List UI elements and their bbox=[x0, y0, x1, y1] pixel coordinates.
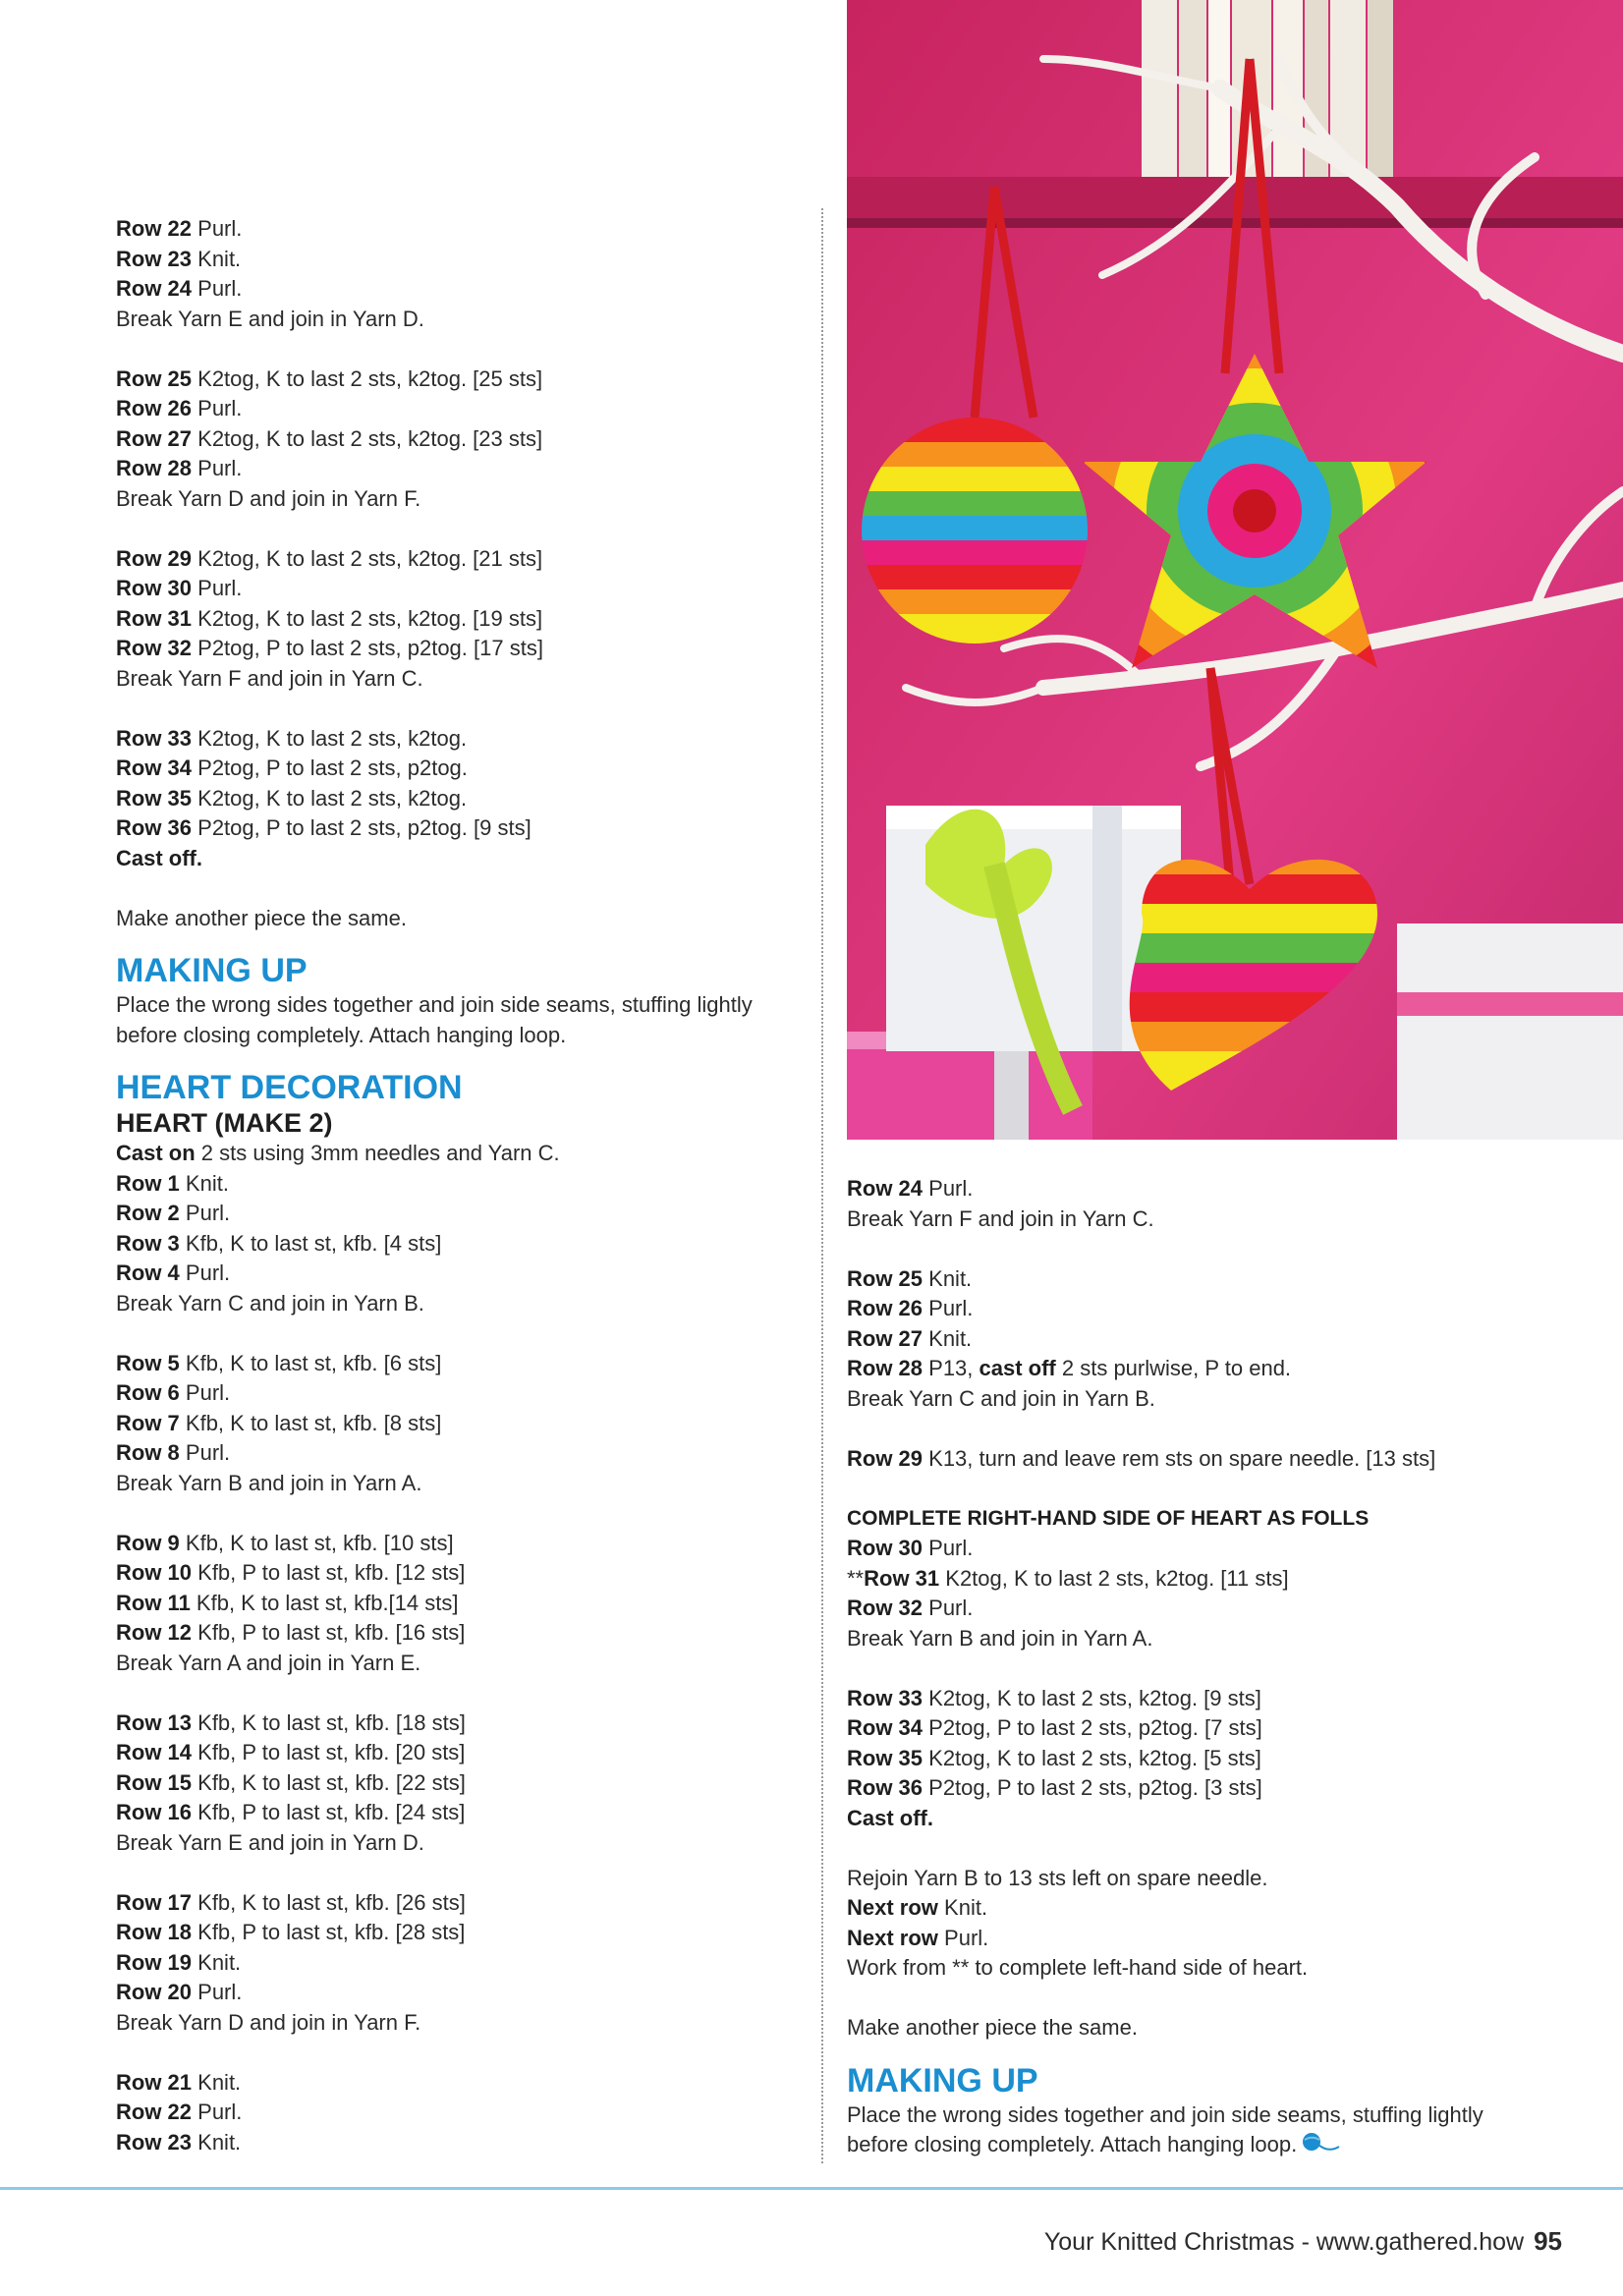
row-text-continued: 2 sts purlwise, P to end. bbox=[1055, 1356, 1292, 1380]
row-label: Next row bbox=[847, 1895, 938, 1920]
instruction-line bbox=[116, 990, 804, 1021]
row-label: Row 28 bbox=[847, 1356, 923, 1380]
instruction-line bbox=[847, 1864, 1554, 1894]
row-text: Kfb, K to last st, kfb. [4 sts] bbox=[179, 1230, 442, 1256]
paragraph-gap bbox=[116, 514, 804, 544]
row-label: Cast off. bbox=[847, 1805, 933, 1830]
row-label: Row 27 bbox=[116, 425, 193, 451]
instruction-line bbox=[116, 1139, 804, 1169]
instruction-line bbox=[847, 1594, 1554, 1624]
row-text: Kfb, K to last st, kfb.[14 sts] bbox=[190, 1590, 459, 1615]
paragraph-gap bbox=[116, 933, 804, 947]
instruction-line bbox=[847, 1804, 1554, 1834]
row-label: Row 31 bbox=[864, 1565, 940, 1591]
row-text: P2tog, P to last 2 sts, p2tog. [7 sts] bbox=[923, 1715, 1262, 1740]
instruction-line bbox=[116, 784, 804, 814]
row-text: Break Yarn F and join in Yarn C. bbox=[847, 1205, 1154, 1231]
row-label: Row 21 bbox=[116, 2069, 193, 2095]
paragraph-gap bbox=[847, 1653, 1554, 1684]
row-label: Row 8 bbox=[116, 1440, 180, 1465]
row-label: Row 18 bbox=[116, 1920, 193, 1944]
instruction-line bbox=[116, 664, 804, 695]
row-text: K2tog, K to last 2 sts, k2tog. [19 sts] bbox=[192, 605, 543, 631]
row-text: K13, turn and leave rem sts on spare needle. [13 sts] bbox=[923, 1445, 1436, 1471]
instruction-line bbox=[116, 1558, 804, 1589]
instruction-caption: COMPLETE RIGHT-HAND SIDE OF HEART AS FOLLS bbox=[847, 1506, 1370, 1530]
row-label: Row 30 bbox=[847, 1536, 923, 1560]
paragraph-gap bbox=[847, 1474, 1554, 1504]
instruction-line bbox=[116, 2128, 804, 2158]
instruction-line bbox=[116, 274, 804, 305]
row-label: Row 5 bbox=[116, 1350, 180, 1375]
row-text: Work from ** to complete left-hand side of heart. bbox=[847, 1955, 1309, 1980]
row-text: Kfb, P to last st, kfb. [20 sts] bbox=[192, 1740, 466, 1764]
row-label: Row 22 bbox=[116, 216, 193, 241]
instruction-line bbox=[116, 1589, 804, 1619]
row-text: Kfb, P to last st, kfb. [24 sts] bbox=[192, 1800, 466, 1824]
row-label: Row 10 bbox=[116, 1560, 193, 1585]
row-label: Row 25 bbox=[847, 1265, 923, 1291]
row-text: Place the wrong sides together and join side seams, stuffing lightly bbox=[847, 2101, 1483, 2127]
instruction-line bbox=[116, 1229, 804, 1260]
row-text: P2tog, P to last 2 sts, p2tog. [17 sts] bbox=[192, 636, 543, 660]
row-label: Row 36 bbox=[116, 815, 193, 840]
row-label: Row 14 bbox=[116, 1740, 193, 1764]
paragraph-gap bbox=[116, 334, 804, 364]
instruction-line bbox=[847, 1324, 1554, 1355]
row-text: Knit. bbox=[179, 1170, 229, 1196]
instruction-line bbox=[116, 1978, 804, 2008]
instruction-line bbox=[847, 1174, 1554, 1204]
instruction-line bbox=[116, 2098, 804, 2128]
row-label: Row 35 bbox=[116, 785, 193, 811]
instruction-line bbox=[847, 1684, 1554, 1714]
instruction-line bbox=[116, 424, 804, 455]
row-text: Break Yarn E and join in Yarn D. bbox=[116, 306, 424, 331]
row-text: Knit. bbox=[923, 1265, 973, 1291]
instruction-line bbox=[116, 1469, 804, 1499]
row-label: Row 32 bbox=[116, 636, 193, 660]
row-text: Purl. bbox=[179, 1201, 231, 1225]
row-label: Row 35 bbox=[847, 1745, 923, 1770]
instruction-line bbox=[847, 1354, 1554, 1384]
row-text: Purl. bbox=[179, 1260, 231, 1285]
page-footer bbox=[1044, 2226, 1562, 2257]
row-label: Row 33 bbox=[847, 1685, 923, 1710]
row-label: Row 13 bbox=[116, 1709, 193, 1735]
instruction-line bbox=[116, 245, 804, 275]
paragraph-gap bbox=[847, 1833, 1554, 1864]
paragraph-gap bbox=[847, 1414, 1554, 1444]
row-text: P2tog, P to last 2 sts, p2tog. bbox=[192, 756, 468, 780]
instruction-line bbox=[847, 1744, 1554, 1774]
row-label: Row 16 bbox=[116, 1800, 193, 1824]
instruction-line bbox=[116, 754, 804, 784]
instruction-line bbox=[116, 1708, 804, 1739]
row-text: K2tog, K to last 2 sts, k2tog. [21 sts] bbox=[192, 545, 543, 571]
row-text: Rejoin Yarn B to 13 sts left on spare needle. bbox=[847, 1865, 1268, 1890]
row-label: Cast off. bbox=[116, 845, 202, 870]
row-text: before closing completely. Attach hanging loop. bbox=[847, 2132, 1298, 2156]
instruction-line bbox=[116, 1918, 804, 1948]
instruction-line bbox=[116, 394, 804, 424]
row-text: Purl. bbox=[923, 1596, 974, 1620]
row-text: Break Yarn D and join in Yarn F. bbox=[116, 2009, 421, 2035]
instruction-line bbox=[847, 1624, 1554, 1654]
row-text: Purl. bbox=[923, 1296, 974, 1320]
row-label: Row 12 bbox=[116, 1620, 193, 1645]
footer-text: Your Knitted Christmas - www.gathered.how bbox=[1043, 2228, 1525, 2256]
row-text: Break Yarn F and join in Yarn C. bbox=[116, 665, 423, 691]
row-text: Purl. bbox=[192, 216, 243, 241]
row-text: Kfb, K to last st, kfb. [26 sts] bbox=[192, 1889, 466, 1915]
row-text: Purl. bbox=[923, 1176, 974, 1201]
instruction-line bbox=[116, 305, 804, 335]
row-text: Purl. bbox=[192, 1980, 243, 2004]
instruction-line bbox=[847, 2013, 1554, 2044]
row-label: Row 36 bbox=[847, 1775, 923, 1800]
instruction-line bbox=[847, 1893, 1554, 1924]
row-label: Row 24 bbox=[847, 1176, 923, 1201]
row-text: Make another piece the same. bbox=[847, 2015, 1138, 2040]
instruction-line bbox=[116, 904, 804, 934]
row-label: Row 25 bbox=[116, 365, 193, 391]
section-heading: MAKING UP bbox=[847, 2061, 1038, 2100]
row-text: Knit. bbox=[192, 1949, 242, 1975]
sub-heading: HEART (MAKE 2) bbox=[116, 1108, 333, 1138]
instruction-line bbox=[116, 484, 804, 515]
instruction-line bbox=[116, 844, 804, 874]
row-text: Kfb, K to last st, kfb. [18 sts] bbox=[192, 1709, 466, 1735]
row-text: Break Yarn C and join in Yarn B. bbox=[116, 1290, 424, 1316]
paragraph-gap bbox=[847, 2044, 1554, 2057]
row-text: Purl. bbox=[179, 1380, 231, 1405]
row-text: Kfb, P to last st, kfb. [12 sts] bbox=[192, 1560, 466, 1585]
row-text: Kfb, K to last st, kfb. [8 sts] bbox=[179, 1410, 442, 1435]
row-label: Row 11 bbox=[116, 1590, 191, 1615]
row-text: Break Yarn B and join in Yarn A. bbox=[116, 1470, 422, 1495]
instruction-line bbox=[116, 1948, 804, 1979]
paragraph-gap bbox=[847, 1984, 1554, 2014]
instruction-line bbox=[847, 1564, 1554, 1595]
row-text: Break Yarn C and join in Yarn B. bbox=[847, 1385, 1155, 1411]
instruction-line bbox=[116, 634, 804, 664]
instruction-line bbox=[116, 1349, 804, 1379]
left-text-column bbox=[116, 214, 804, 2157]
row-label: Row 19 bbox=[116, 1949, 193, 1975]
decorations-photo bbox=[847, 0, 1623, 1140]
instruction-line bbox=[847, 2100, 1554, 2131]
instruction-line bbox=[116, 1738, 804, 1768]
row-text: Knit. bbox=[937, 1895, 988, 1920]
books bbox=[1142, 0, 1393, 177]
row-text: Knit. bbox=[192, 2069, 242, 2095]
row-label: Row 33 bbox=[116, 725, 193, 751]
row-text: Break Yarn D and join in Yarn F. bbox=[116, 485, 421, 511]
row-text: K2tog, K to last 2 sts, k2tog. [23 sts] bbox=[192, 425, 543, 451]
row-label: Row 26 bbox=[116, 396, 193, 420]
instruction-line bbox=[847, 1444, 1554, 1475]
instruction-line bbox=[116, 1199, 804, 1229]
row-label: Row 6 bbox=[116, 1380, 180, 1405]
instruction-line bbox=[847, 1384, 1554, 1415]
instruction-line bbox=[847, 1713, 1554, 1744]
instruction-line bbox=[116, 1289, 804, 1319]
row-text: K2tog, K to last 2 sts, k2tog. [11 sts] bbox=[939, 1565, 1289, 1591]
instruction-line bbox=[116, 1021, 804, 1051]
instruction-line bbox=[116, 574, 804, 604]
right-text-column bbox=[847, 1174, 1554, 2160]
row-label: Row 29 bbox=[847, 1445, 923, 1471]
row-text: Purl. bbox=[192, 576, 243, 600]
row-text: Break Yarn B and join in Yarn A. bbox=[847, 1625, 1153, 1651]
row-text: Purl. bbox=[192, 2100, 243, 2124]
row-text: Break Yarn E and join in Yarn D. bbox=[116, 1829, 424, 1855]
instruction-line bbox=[116, 1259, 804, 1289]
row-text: K2tog, K to last 2 sts, k2tog. [9 sts] bbox=[923, 1685, 1261, 1710]
instruction-line bbox=[847, 1534, 1554, 1564]
row-text: P2tog, P to last 2 sts, p2tog. [3 sts] bbox=[923, 1775, 1262, 1800]
row-text: Knit. bbox=[923, 1325, 973, 1351]
row-label: Row 15 bbox=[116, 1769, 193, 1795]
row-label: Row 32 bbox=[847, 1596, 923, 1620]
row-text: K2tog, K to last 2 sts, k2tog. bbox=[192, 725, 468, 751]
footer-rule bbox=[0, 2187, 1623, 2190]
row-label: Row 27 bbox=[847, 1325, 923, 1351]
instruction-line bbox=[847, 1773, 1554, 1804]
instruction-line bbox=[847, 1204, 1554, 1235]
paragraph-gap bbox=[116, 873, 804, 904]
paragraph-gap bbox=[116, 1050, 804, 1064]
instruction-line bbox=[116, 1828, 804, 1859]
instruction-line bbox=[116, 1798, 804, 1828]
paragraph-gap bbox=[116, 1678, 804, 1708]
row-text: Purl. bbox=[192, 396, 243, 420]
instruction-line bbox=[116, 604, 804, 635]
row-label: Row 2 bbox=[116, 1201, 180, 1225]
row-label: Row 20 bbox=[116, 1980, 193, 2004]
row-text: Purl. bbox=[923, 1536, 974, 1560]
row-text: K2tog, K to last 2 sts, k2tog. [25 sts] bbox=[192, 365, 543, 391]
section-heading: HEART DECORATION bbox=[116, 1069, 463, 1106]
row-text: Purl. bbox=[179, 1440, 231, 1465]
instruction-line bbox=[116, 1649, 804, 1679]
row-label: Row 17 bbox=[116, 1889, 193, 1915]
paragraph-gap bbox=[116, 2038, 804, 2068]
paragraph-gap bbox=[116, 694, 804, 724]
row-text: Place the wrong sides together and join side seams, stuffing lightly bbox=[116, 992, 753, 1017]
instruction-line bbox=[847, 1264, 1554, 1295]
row-label: Row 23 bbox=[116, 246, 193, 271]
instruction-line bbox=[116, 2068, 804, 2099]
row-text: P13, bbox=[923, 1356, 979, 1380]
row-text: Purl. bbox=[192, 276, 243, 301]
row-label: Row 7 bbox=[116, 1410, 180, 1435]
row-text: Kfb, K to last st, kfb. [10 sts] bbox=[179, 1530, 454, 1555]
instruction-line bbox=[116, 544, 804, 575]
row-label: Row 23 bbox=[116, 2129, 193, 2155]
instruction-line bbox=[116, 813, 804, 844]
row-label: Row 3 bbox=[116, 1230, 180, 1256]
row-text: Kfb, K to last st, kfb. [22 sts] bbox=[192, 1769, 466, 1795]
row-label: Row 30 bbox=[116, 576, 193, 600]
paragraph-gap bbox=[116, 1858, 804, 1888]
instruction-line bbox=[116, 1768, 804, 1799]
row-text: Kfb, K to last st, kfb. [6 sts] bbox=[179, 1350, 442, 1375]
yarn-ball-end-icon bbox=[1301, 2131, 1340, 2161]
instruction-line bbox=[116, 2008, 804, 2039]
row-text: before closing completely. Attach hanging loop. bbox=[116, 1022, 567, 1047]
row-label: Row 28 bbox=[116, 456, 193, 480]
paragraph-gap bbox=[116, 1318, 804, 1349]
instruction-line bbox=[116, 1169, 804, 1200]
instruction-line bbox=[116, 1618, 804, 1649]
row-label: Row 26 bbox=[847, 1296, 923, 1320]
instruction-line bbox=[847, 1294, 1554, 1324]
instruction-line bbox=[116, 1438, 804, 1469]
row-label: Row 4 bbox=[116, 1260, 180, 1285]
row-label: Row 29 bbox=[116, 545, 193, 571]
instruction-line bbox=[116, 1888, 804, 1919]
row-emphasis: cast off bbox=[979, 1356, 1056, 1380]
row-text: Kfb, P to last st, kfb. [28 sts] bbox=[192, 1920, 466, 1944]
instruction-line bbox=[116, 724, 804, 755]
instruction-line bbox=[847, 2130, 1554, 2160]
instruction-line bbox=[116, 214, 804, 245]
row-label: Row 31 bbox=[116, 605, 193, 631]
instruction-line bbox=[116, 454, 804, 484]
row-text: Make another piece the same. bbox=[116, 905, 407, 930]
instruction-line bbox=[116, 1409, 804, 1439]
row-text: Knit. bbox=[192, 246, 242, 271]
row-text: K2tog, K to last 2 sts, k2tog. bbox=[192, 785, 468, 811]
instruction-line bbox=[116, 364, 804, 395]
paragraph-gap bbox=[847, 1234, 1554, 1264]
row-text: 2 sts using 3mm needles and Yarn C. bbox=[195, 1141, 560, 1165]
paragraph-gap bbox=[116, 1498, 804, 1529]
instruction-line bbox=[847, 1953, 1554, 1984]
row-label: Row 34 bbox=[116, 756, 193, 780]
row-label: Row 34 bbox=[847, 1715, 923, 1740]
row-label: Row 1 bbox=[116, 1170, 180, 1196]
row-label: Row 24 bbox=[116, 276, 193, 301]
row-label: Row 22 bbox=[116, 2100, 193, 2124]
instruction-line bbox=[116, 1378, 804, 1409]
row-text: K2tog, K to last 2 sts, k2tog. [5 sts] bbox=[923, 1745, 1261, 1770]
row-text: Kfb, P to last st, kfb. [16 sts] bbox=[192, 1620, 466, 1645]
row-text: P2tog, P to last 2 sts, p2tog. [9 sts] bbox=[192, 815, 532, 840]
row-label: Cast on bbox=[116, 1141, 196, 1165]
instruction-line bbox=[847, 1924, 1554, 1954]
column-divider bbox=[821, 208, 823, 2163]
page-number: 95 bbox=[1534, 2226, 1562, 2256]
instruction-line bbox=[116, 1529, 804, 1559]
row-text: Purl. bbox=[937, 1925, 989, 1950]
row-text: Purl. bbox=[192, 456, 243, 480]
row-label: Next row bbox=[847, 1925, 938, 1950]
row-label: Row 9 bbox=[116, 1530, 180, 1555]
line-prefix: ** bbox=[847, 1565, 865, 1591]
section-heading: MAKING UP bbox=[116, 952, 308, 989]
row-text: Break Yarn A and join in Yarn E. bbox=[116, 1650, 421, 1675]
row-text: Knit. bbox=[192, 2129, 242, 2155]
